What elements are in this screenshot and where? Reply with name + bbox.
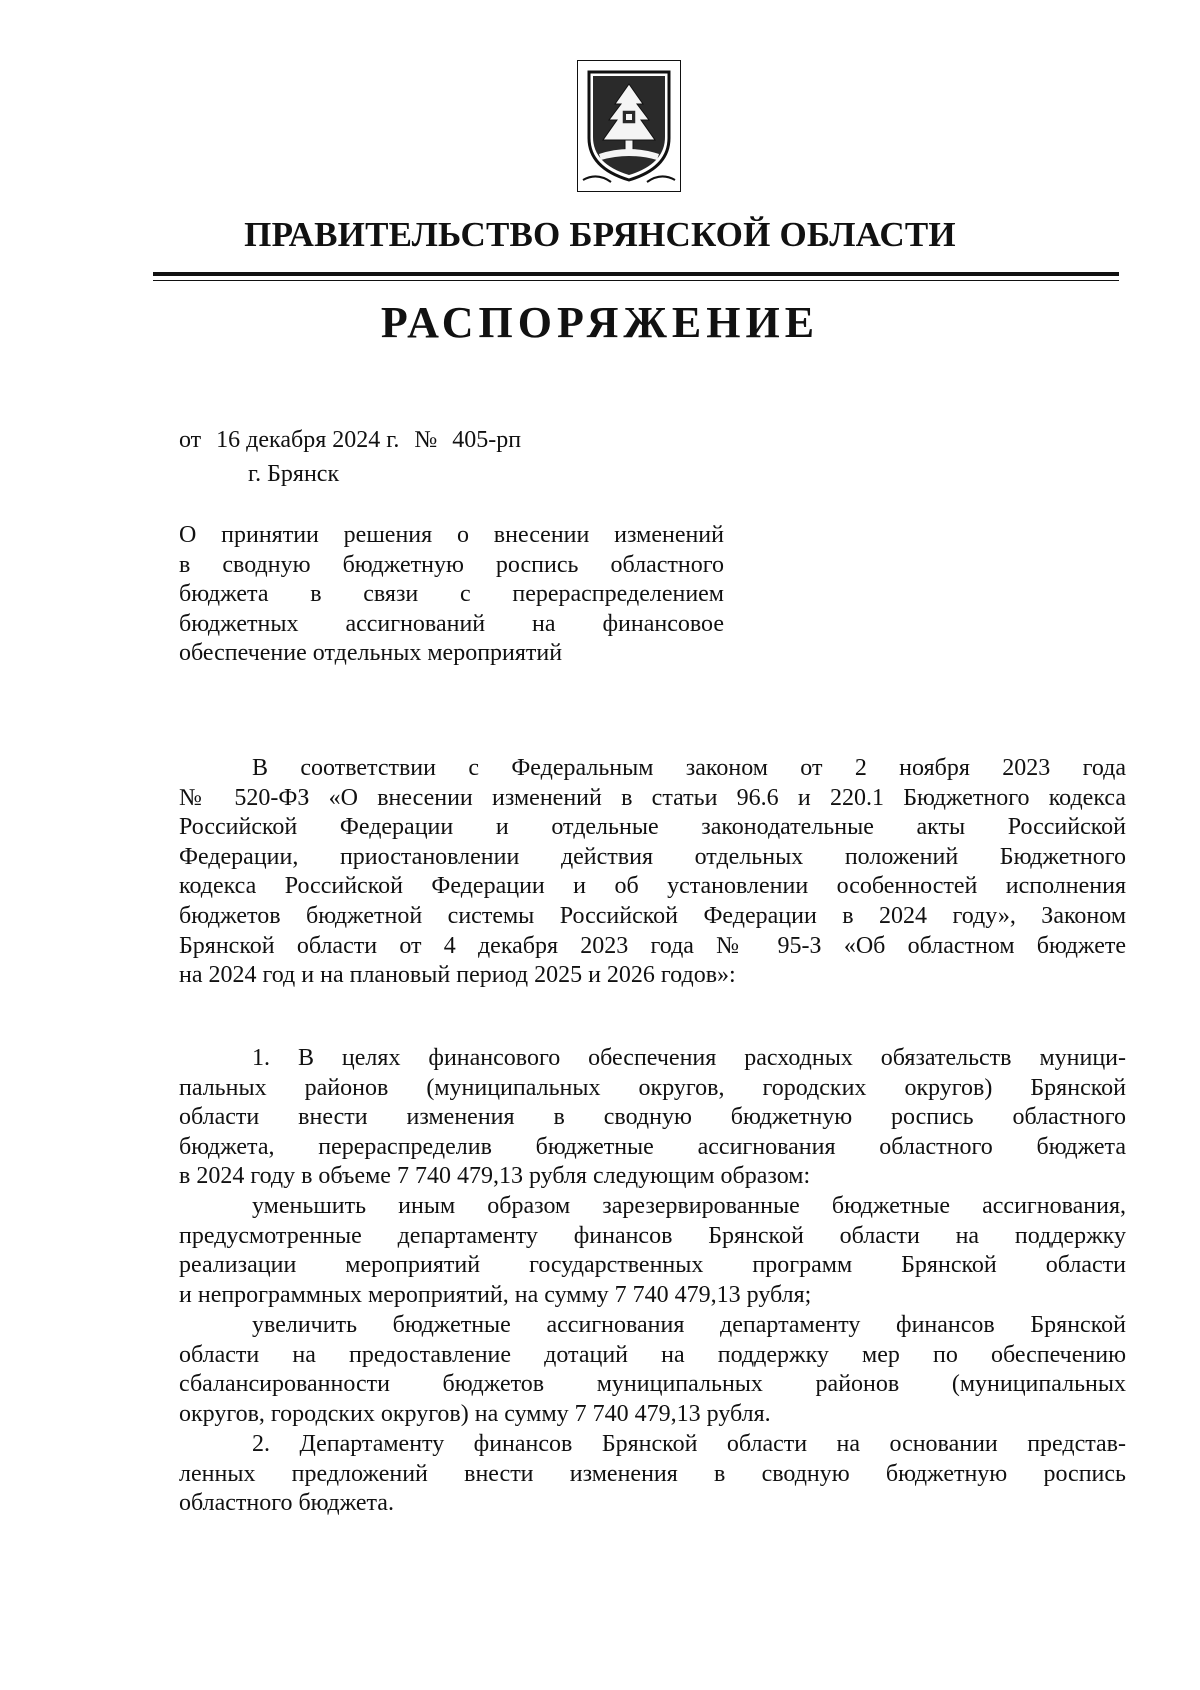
header-rule-thick xyxy=(153,272,1119,276)
clause-1a-line: уменьшить иным образом зарезервированные бюджетные ассигнования, xyxy=(252,1193,1126,1219)
clause-1-line: пальных районов (муниципальных округов, городских округов) Брянской xyxy=(179,1074,1126,1101)
subject-line: в сводную бюджетную роспись областного xyxy=(179,551,724,578)
document-type-title: РАСПОРЯЖЕНИЕ xyxy=(380,298,820,347)
subject-line: обеспечение отдельных мероприятий xyxy=(179,640,563,667)
clause-1-line: в 2024 году в объеме 7 740 479,13 рубля следующим образом: xyxy=(179,1163,811,1190)
clause-1b-paragraph xyxy=(179,1311,1126,1429)
preamble-paragraph xyxy=(179,754,1126,991)
clause-1a-line: и непрограммных мероприятий, на сумму 7 740 479,13 рубля; xyxy=(179,1281,812,1308)
preamble-line: Российской Федерации и отдельные законодательные акты Российской xyxy=(179,814,1126,841)
clause-1a-line: реализации мероприятий государственных программ Брянской области xyxy=(179,1252,1126,1279)
organization-title: ПРАВИТЕЛЬСТВО БРЯНСКОЙ ОБЛАСТИ xyxy=(244,215,956,254)
preamble-line: В соответствии с Федеральным законом от 2 ноября 2023 года xyxy=(252,755,1126,781)
date-prefix: от xyxy=(179,427,202,453)
clause-1a-paragraph xyxy=(179,1192,1126,1310)
preamble-line: № 520-ФЗ «О внесении изменений в статьи 96.6 и 220.1 Бюджетного кодекса xyxy=(179,784,1126,811)
clause-1b-line: области на предоставление дотаций на поддержку мер по обеспечению xyxy=(179,1341,1126,1368)
clause-1-line: 1. В целях финансового обеспечения расходных обязательств муници- xyxy=(252,1045,1126,1071)
subject-line: бюджетных ассигнований на финансовое xyxy=(179,610,724,637)
clause-1-line: области внести изменения в сводную бюджетную роспись областного xyxy=(179,1104,1126,1131)
preamble-line: Брянской области от 4 декабря 2023 года № 95-З «Об областном бюджете xyxy=(179,932,1126,959)
document-date: 16 декабря 2024 г. xyxy=(216,427,400,453)
clause-1-line: бюджета, перераспределив бюджетные ассигнования областного бюджета xyxy=(179,1133,1126,1160)
preamble-line: бюджетов бюджетной системы Российской Федерации в 2024 году», Законом xyxy=(179,902,1126,929)
clause-1b-line: сбалансированности бюджетов муниципальных районов (муниципальных xyxy=(179,1371,1126,1398)
clause-1b-line: округов, городских округов) на сумму 7 740 479,13 рубля. xyxy=(179,1400,771,1427)
date-number-line xyxy=(179,427,530,454)
clause-2-paragraph xyxy=(179,1430,1126,1519)
clause-1a-line: предусмотренные департаменту финансов Брянской области на поддержку xyxy=(179,1222,1126,1249)
clause-1-paragraph xyxy=(179,1044,1126,1192)
coat-of-arms-emblem xyxy=(577,60,681,192)
clause-1b-line: увеличить бюджетные ассигнования департаменту финансов Брянской xyxy=(252,1312,1126,1338)
clause-2-line: областного бюджета. xyxy=(179,1490,394,1517)
subject-line: бюджета в связи с перераспределением xyxy=(179,581,724,608)
document-subject xyxy=(179,521,724,669)
clause-2-line: 2. Департаменту финансов Брянской области на основании представ- xyxy=(252,1431,1126,1457)
clause-2-line: ленных предложений внести изменения в сводную бюджетную роспись xyxy=(179,1460,1126,1487)
preamble-line: кодекса Российской Федерации и об установлении особенностей исполнения xyxy=(179,873,1126,900)
preamble-line: Федерации, приостановлении действия отдельных положений Бюджетного xyxy=(179,843,1126,870)
document-number: 405-рп xyxy=(452,427,522,453)
header-rule-thin xyxy=(153,280,1119,281)
city: г. Брянск xyxy=(248,461,340,487)
number-sign: № xyxy=(414,427,438,453)
preamble-line: на 2024 год и на плановый период 2025 и 2026 годов»: xyxy=(179,962,736,989)
subject-line: О принятии решения о внесении изменений xyxy=(179,522,724,548)
